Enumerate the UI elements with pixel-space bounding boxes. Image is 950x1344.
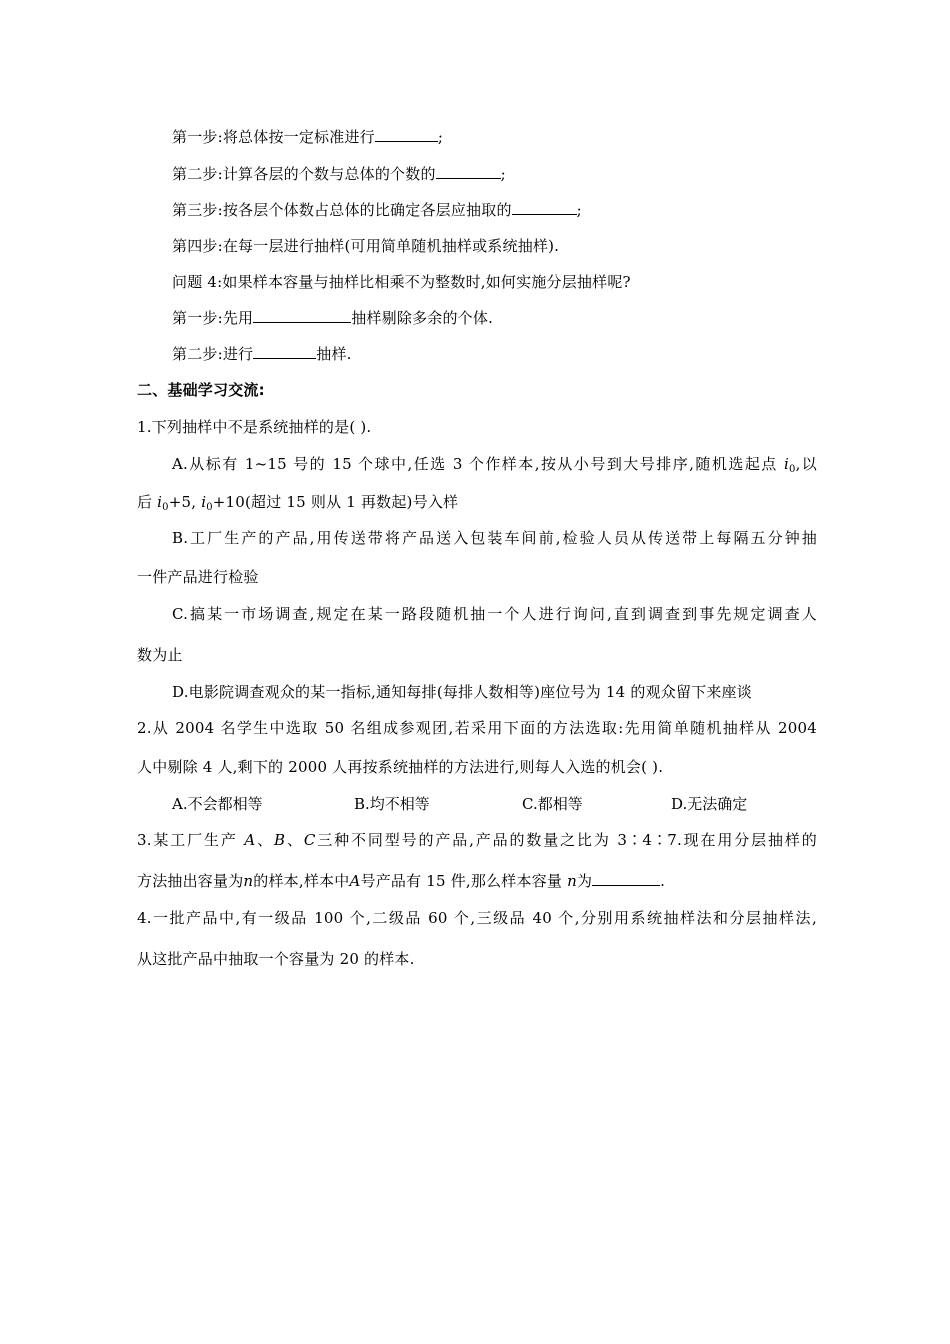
- step-1: 第一步:将总体按一定标准进行 ;: [172, 128, 444, 146]
- q1-stem: 1.下列抽样中不是系统抽样的是( ).: [137, 418, 372, 436]
- answer-blank[interactable]: [592, 871, 660, 886]
- q2-option-d: D.无法确定: [671, 795, 748, 813]
- q1-option-c-line1: C.搞某一市场调查,规定在某一路段随机抽一个人进行询问,直到调查到事先规定调查人: [172, 605, 817, 623]
- step-a: 第一步:先用 抽样剔除多余的个体.: [172, 309, 494, 327]
- step-4: 第四步:在每一层进行抽样(可用简单随机抽样或系统抽样).: [172, 237, 560, 255]
- q3-line2: 方法抽出容量为n的样本,样本中A号产品有 15 件,那么样本容量 n为 .: [137, 872, 666, 890]
- step-b: 第二步:进行 抽样.: [172, 345, 352, 363]
- q4-line2: 从这批产品中抽取一个容量为 20 的样本.: [137, 950, 415, 968]
- q1-option-a-line1: A.从标有 1~15 号的 15 个球中,任选 3 个作样本,按从小号到大号排序,随机选起点 $i_0$,以: [172, 455, 817, 475]
- step-3: 第三步:按各层个体数占总体的比确定各层应抽取的 ;: [172, 201, 582, 219]
- question-4-heading: 问题 4:如果样本容量与抽样比相乘不为整数时,如何实施分层抽样呢?: [172, 273, 631, 291]
- q2-option-b: B.均不相等: [354, 795, 430, 813]
- q2-line2: 人中剔除 4 人,剩下的 2000 人再按系统抽样的方法进行,则每人入选的机会( ).: [137, 758, 664, 776]
- q2-option-c: C.都相等: [522, 795, 583, 813]
- section-title: 二、基础学习交流:: [137, 381, 265, 399]
- step-2: 第二步:计算各层的个数与总体的个数的 ;: [172, 165, 506, 183]
- q1-option-d: D.电影院调查观众的某一指标,通知每排(每排人数相等)座位号为 14 的观众留下来座谈: [172, 683, 752, 701]
- q1-option-c-line2: 数为止: [137, 646, 183, 664]
- step-1-text: 第一步:将总体按一定标准进行: [172, 128, 375, 146]
- step-2-text: 第二步:计算各层的个数与总体的个数的: [172, 165, 436, 183]
- answer-blank[interactable]: [436, 164, 501, 179]
- q1-option-a-line2: 后 $i_0+5$, $i_0+10$(超过 15 则从 1 再数起)号入样: [137, 493, 459, 513]
- q1-option-b-line1: B.工厂生产的产品,用传送带将产品送入包装车间前,检验人员从传送带上每隔五分钟抽: [172, 529, 817, 547]
- q3-line1: 3.某工厂生产 A、B、C三种不同型号的产品,产品的数量之比为 3∶4∶7.现在用分层抽样的: [137, 831, 818, 849]
- q2-line1: 2.从 2004 名学生中选取 50 名组成参观团,若采用下面的方法选取:先用简单随机抽样从 2004: [137, 719, 817, 737]
- answer-blank[interactable]: [375, 127, 438, 142]
- answer-blank[interactable]: [253, 308, 351, 323]
- q1-option-b-line2: 一件产品进行检验: [137, 568, 259, 586]
- answer-blank[interactable]: [253, 344, 316, 359]
- answer-blank[interactable]: [512, 200, 577, 215]
- step-3-text: 第三步:按各层个体数占总体的比确定各层应抽取的: [172, 201, 512, 219]
- q2-option-a: A.不会都相等: [172, 795, 263, 813]
- q4-line1: 4.一批产品中,有一级品 100 个,二级品 60 个,三级品 40 个,分别用系统抽样法和分层抽样法,: [137, 909, 817, 927]
